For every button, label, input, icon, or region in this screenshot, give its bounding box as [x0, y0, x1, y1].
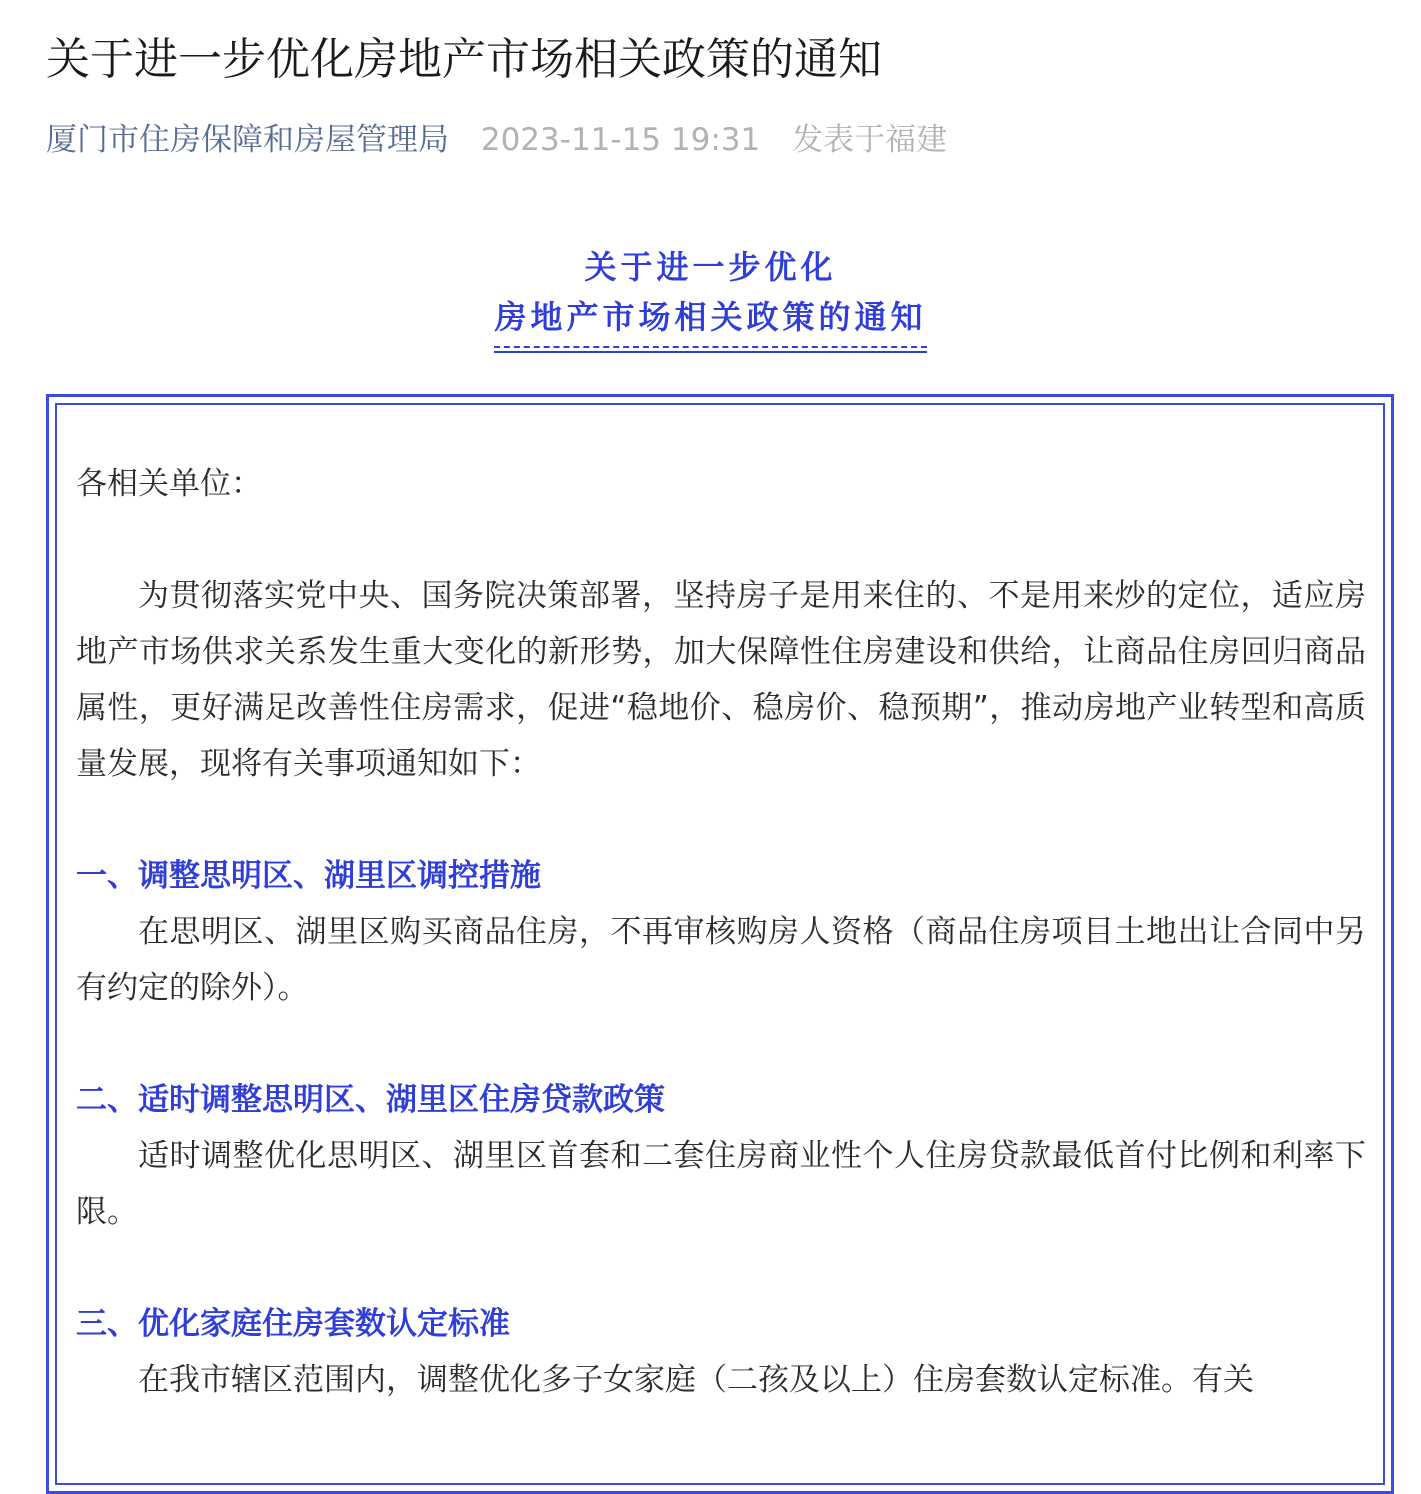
- section-heading: 二、适时调整思明区、湖里区住房贷款政策: [76, 1082, 665, 1118]
- article-meta: [46, 118, 947, 162]
- notice-body: [76, 456, 1366, 1464]
- section-body: 在我市辖区范围内，调整优化多子女家庭（二孩及以上）住房套数认定标准。有关: [138, 1362, 1254, 1398]
- notice-heading: [0, 242, 1421, 348]
- section-2: [76, 1072, 1366, 1240]
- section-1: [76, 848, 1366, 1016]
- salutation: 各相关单位：: [76, 466, 262, 502]
- publish-time: 2023-11-15 19:31: [480, 122, 761, 158]
- section-heading: 一、调整思明区、湖里区调控措施: [76, 858, 541, 894]
- notice-heading-line1: 关于进一步优化: [584, 248, 837, 286]
- account-name-link[interactable]: 厦门市住房保障和房屋管理局: [46, 122, 449, 158]
- article-title: 关于进一步优化房地产市场相关政策的通知: [46, 34, 882, 85]
- section-heading: 三、优化家庭住房套数认定标准: [76, 1306, 510, 1342]
- notice-heading-line2: 房地产市场相关政策的通知: [494, 292, 926, 348]
- section-body: 适时调整优化思明区、湖里区首套和二套住房商业性个人住房贷款最低首付比例和利率下限。: [76, 1138, 1366, 1230]
- intro-paragraph: 为贯彻落实党中央、国务院决策部署，坚持房子是用来住的、不是用来炒的定位，适应房地产市场供求关系发生重大变化的新形势，加大保障性住房建设和供给，让商品住房回归商品属性，更好满足改善性住房需求，促进“稳地价、稳房价、稳预期”，推动房地产业转型和高质量发展，现将有关事项通知如下：: [76, 578, 1366, 782]
- section-body: 在思明区、湖里区购买商品住房，不再审核购房人资格（商品住房项目土地出让合同中另有约定的除外）。: [76, 914, 1366, 1006]
- publish-location: 发表于福建: [792, 122, 948, 158]
- section-3: [76, 1296, 1366, 1408]
